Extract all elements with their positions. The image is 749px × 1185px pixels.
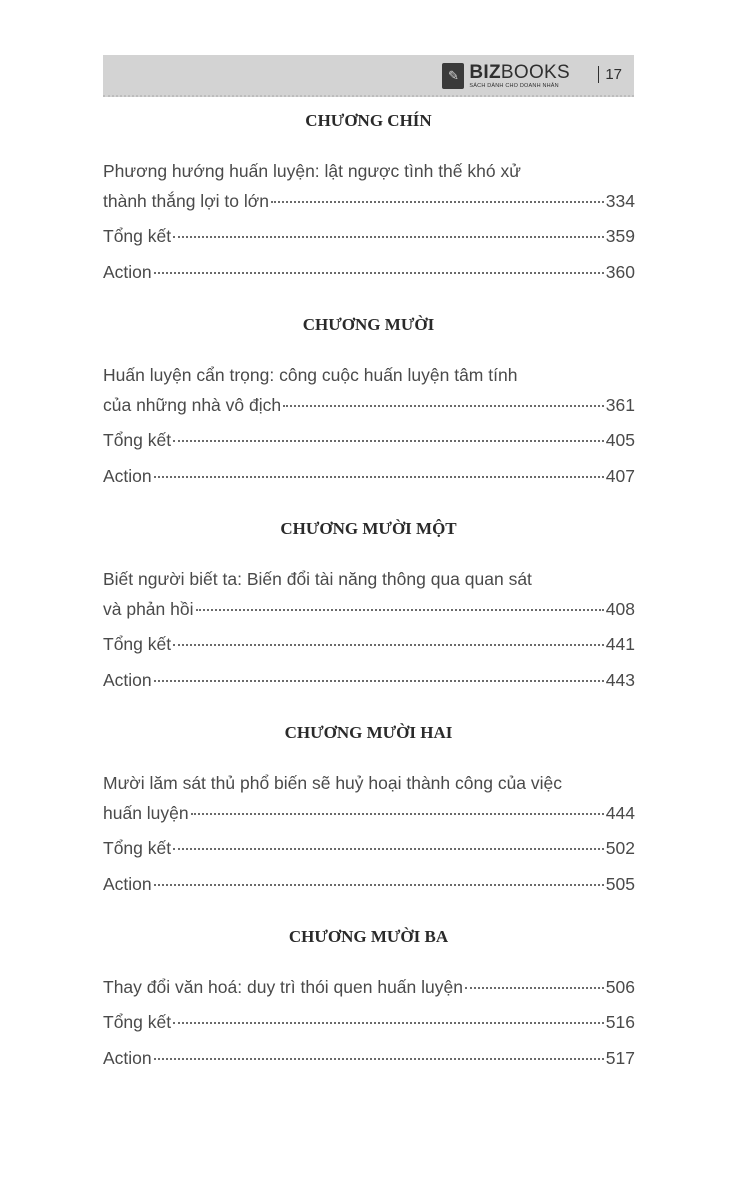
toc-entry-title: Tổng kết — [103, 226, 172, 246]
toc-leader-dots — [191, 797, 604, 815]
bizbooks-logo — [442, 61, 570, 91]
toc-entry-title: Action — [103, 262, 152, 282]
toc-entry-page: 407 — [605, 466, 635, 486]
toc-entry[interactable] — [103, 224, 635, 248]
toc-entry-page: 360 — [605, 262, 635, 282]
toc-entry-title: và phản hồi — [103, 599, 194, 619]
toc-entry[interactable] — [103, 668, 635, 692]
toc-entry[interactable] — [103, 836, 635, 860]
toc-leader-dots — [283, 389, 604, 407]
toc-leader-dots — [154, 1042, 604, 1060]
toc-entry-page: 359 — [605, 226, 635, 246]
toc-leader-dots — [196, 593, 604, 611]
chapter-heading: CHƯƠNG MƯỜI MỘT — [280, 519, 457, 538]
toc-entry[interactable] — [103, 464, 635, 488]
toc-entry-intro: Mười lăm sát thủ phổ biến sẽ huỷ hoại thành công của việc — [103, 773, 563, 793]
toc-leader-dots — [154, 256, 604, 274]
toc-entry-page: 334 — [605, 191, 635, 211]
toc-entry[interactable] — [103, 1046, 635, 1070]
toc-entry[interactable] — [103, 872, 635, 896]
chapter-heading: CHƯƠNG CHÍN — [305, 111, 432, 130]
brand-name: BIZBOOKS — [469, 61, 570, 83]
toc-entry-page: 443 — [605, 670, 635, 690]
toc-entry-page: 405 — [605, 430, 635, 450]
page-number: 17 — [598, 66, 622, 83]
toc-leader-dots — [465, 971, 604, 989]
toc-entry[interactable] — [103, 393, 635, 417]
book-logo-icon: ✎ — [442, 63, 464, 89]
toc-leader-dots — [271, 185, 604, 203]
toc-entry-page: 444 — [605, 803, 635, 823]
chapter-heading: CHƯƠNG MƯỜI HAI — [284, 723, 453, 742]
toc-entry-page: 502 — [605, 838, 635, 858]
toc-entry[interactable] — [103, 1010, 635, 1034]
toc-entry-title: Tổng kết — [103, 430, 172, 450]
toc-leader-dots — [154, 868, 604, 886]
toc-leader-dots — [154, 460, 604, 478]
toc-entry[interactable] — [103, 801, 635, 825]
brand-tagline: SÁCH DÀNH CHO DOANH NHÂN — [469, 82, 559, 89]
toc-entry-intro: Biết người biết ta: Biến đổi tài năng thông qua quan sát — [103, 569, 532, 589]
toc-entry-title: Tổng kết — [103, 1012, 172, 1032]
toc-entry[interactable] — [103, 189, 635, 213]
toc-leader-dots — [154, 664, 604, 682]
toc-entry[interactable] — [103, 260, 635, 284]
toc-entry-title: Thay đổi văn hoá: duy trì thói quen huấn luyện — [103, 977, 463, 997]
toc-leader-dots — [173, 628, 604, 646]
toc-entry-page: 441 — [605, 634, 635, 654]
toc-entry-title: Action — [103, 670, 152, 690]
toc-leader-dots — [173, 832, 604, 850]
toc-entry-page: 505 — [605, 874, 635, 894]
toc-entry-intro: Huấn luyện cẩn trọng: công cuộc huấn luyện tâm tính — [103, 365, 518, 385]
chapter-heading: CHƯƠNG MƯỜI — [302, 315, 435, 334]
chapter-heading: CHƯƠNG MƯỜI BA — [288, 927, 449, 946]
toc-entry-page: 516 — [605, 1012, 635, 1032]
toc-entry-title: Action — [103, 874, 152, 894]
toc-entry-title: thành thắng lợi to lớn — [103, 191, 269, 211]
toc-leader-dots — [173, 1006, 604, 1024]
toc-leader-dots — [173, 220, 604, 238]
toc-entry-title: Tổng kết — [103, 634, 172, 654]
toc-entry-page: 517 — [605, 1048, 635, 1068]
toc-entry-title: Tổng kết — [103, 838, 172, 858]
toc-entry-title: Action — [103, 466, 152, 486]
toc-entry[interactable] — [103, 975, 635, 999]
toc-entry-title: Action — [103, 1048, 152, 1068]
toc-entry[interactable] — [103, 597, 635, 621]
toc-entry-page: 506 — [605, 977, 635, 997]
toc-entry-title: của những nhà vô địch — [103, 395, 282, 415]
toc-entry-page: 408 — [605, 599, 635, 619]
toc-entry[interactable] — [103, 428, 635, 452]
toc-leader-dots — [173, 424, 604, 442]
toc-entry-page: 361 — [605, 395, 635, 415]
toc-entry-intro: Phương hướng huấn luyện: lật ngược tình thế khó xử — [103, 161, 521, 181]
toc-entry[interactable] — [103, 632, 635, 656]
page-header — [103, 55, 634, 97]
toc-entry-title: huấn luyện — [103, 803, 189, 823]
